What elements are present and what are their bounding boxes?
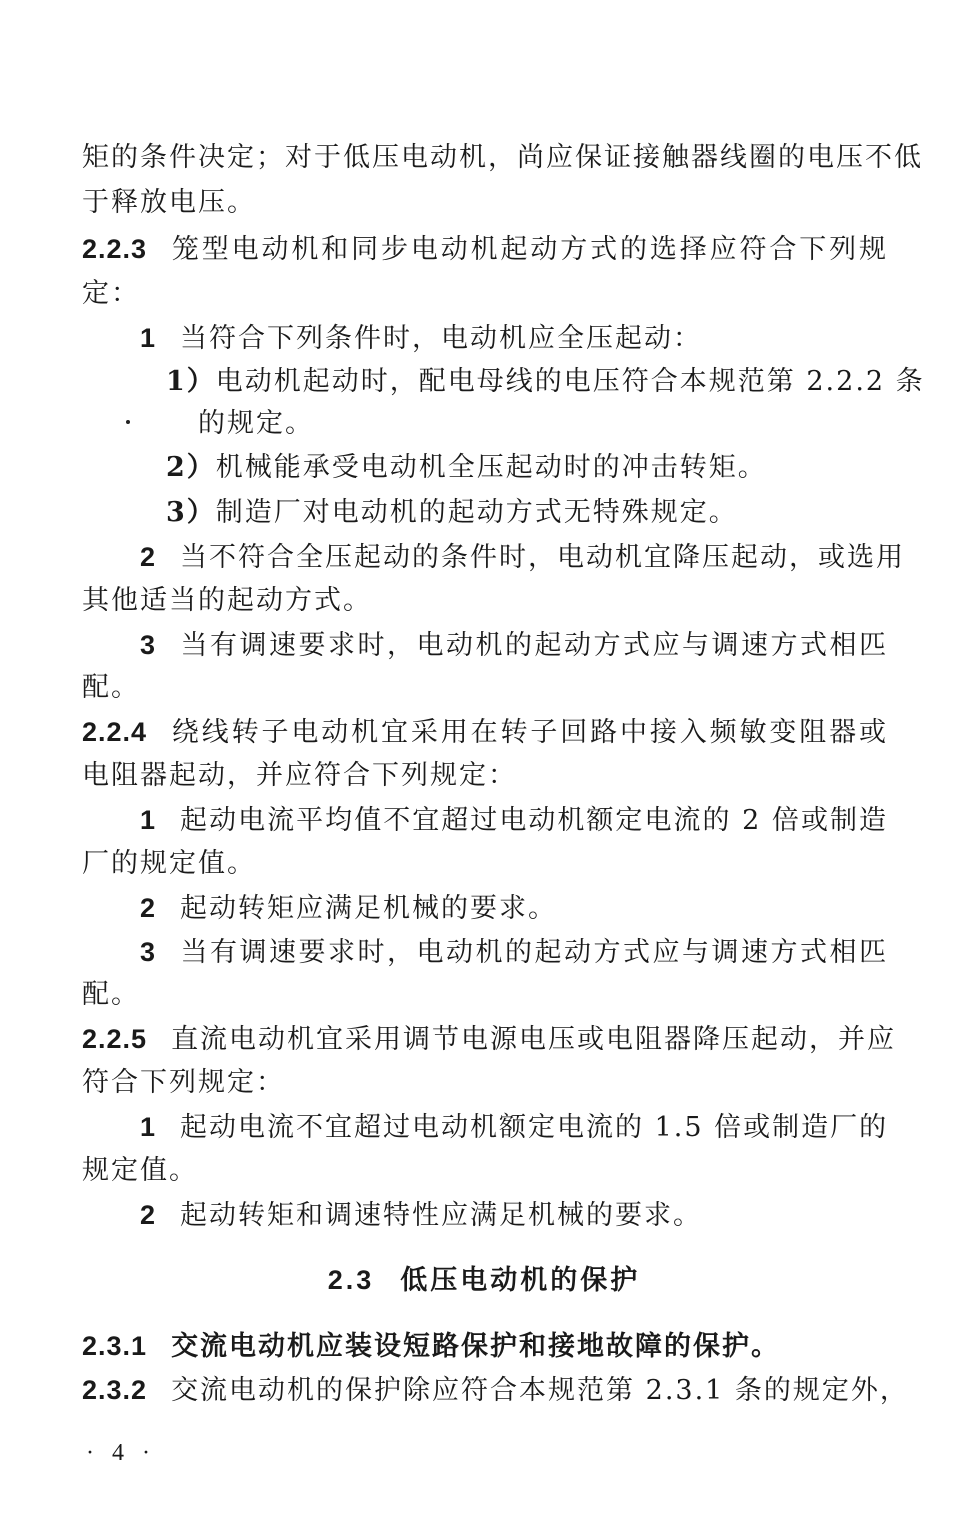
clause-number: 2.3.2 [82,1375,148,1405]
clause-number: 2.2.5 [82,1024,148,1054]
stray-dot-mark [126,420,130,424]
list-item: 2 起动转矩应满足机械的要求。 [140,893,558,924]
list-item: 1 起动电流不宜超过电动机额定电流的 1.5 倍或制造厂的 [140,1112,889,1143]
text-line: 其他适当的起动方式。 [82,585,372,616]
list-item: 1 当符合下列条件时，电动机应全压起动： [140,323,703,354]
clause-2-3-2: 2.3.2 交流电动机的保护除应符合本规范第 2.3.1 条的规定外， [82,1375,909,1406]
text-line: 电阻器起动，并应符合下列规定： [82,760,517,791]
list-item: 1 起动电流平均值不宜超过电动机额定电流的 2 倍或制造 [140,805,888,836]
clause-2-2-3: 2.2.3 笼型电动机和同步电动机起动方式的选择应符合下列规 [82,234,888,265]
clause-number: 2.2.3 [82,234,148,264]
clause-2-2-5: 2.2.5 直流电动机宜采用调节电源电压或电阻器降压起动，并应 [82,1024,897,1055]
page-number: · 4 · [86,1440,156,1466]
section-heading: 2.3 低压电动机的保护 [327,1265,641,1296]
text-line: 定： [82,278,140,309]
text-line: 厂的规定值。 [82,848,256,879]
list-item: 3 当有调速要求时，电动机的起动方式应与调速方式相匹 [140,937,888,968]
clause-number: 2.3.1 [82,1331,148,1361]
list-item: 2 当不符合全压起动的条件时，电动机宜降压起动，或选用 [140,542,906,573]
list-item: 2 起动转矩和调速特性应满足机械的要求。 [140,1200,703,1231]
clause-2-2-4: 2.2.4 绕线转子电动机宜采用在转子回路中接入频敏变阻器或 [82,717,888,748]
text-line: 于释放电压。 [82,187,256,218]
text-line: 配。 [82,672,140,703]
list-item: 3 当有调速要求时，电动机的起动方式应与调速方式相匹 [140,630,888,661]
clause-number: 2.2.4 [82,717,148,747]
text-line: 配。 [82,979,140,1010]
sub-item: 2）机械能承受电动机全压起动时的冲击转矩。 [166,452,767,483]
text-line: 的规定。 [198,408,314,439]
sub-item: 1）电动机起动时，配电母线的电压符合本规范第 2.2.2 条 [166,366,925,397]
text-line: 符合下列规定： [82,1067,285,1098]
clause-2-3-1: 2.3.1 交流电动机应装设短路保护和接地故障的保护。 [82,1331,781,1362]
text-line: 规定值。 [82,1155,198,1186]
text-line: 矩的条件决定；对于低压电动机，尚应保证接触器线圈的电压不低 [82,142,923,173]
sub-item: 3）制造厂对电动机的起动方式无特殊规定。 [166,497,738,528]
